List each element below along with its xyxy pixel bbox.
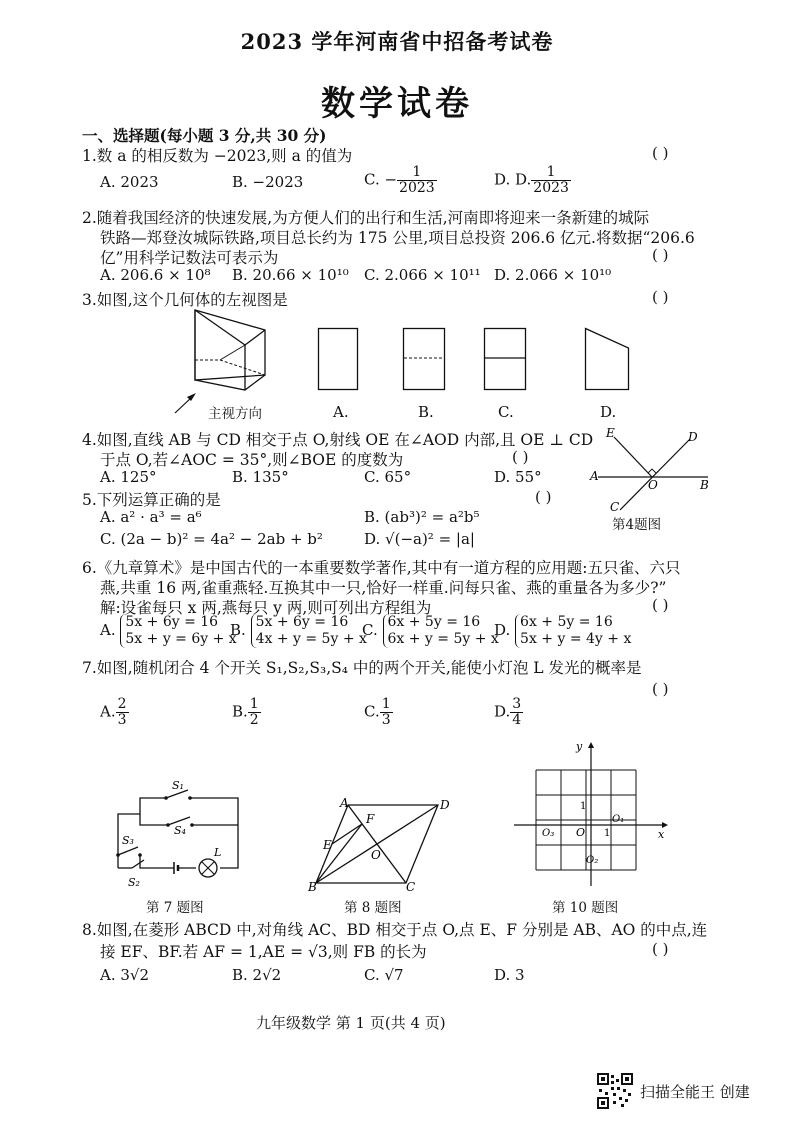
label-s1: S₁ <box>172 779 184 792</box>
option-label: C. <box>364 702 380 721</box>
view-label-c: C. <box>498 403 514 421</box>
option-label: A. <box>100 702 116 721</box>
page-footer: 九年级数学 第 1 页(共 4 页) <box>256 1014 446 1032</box>
option-d: D. 2.066 × 10¹⁰ <box>494 266 612 284</box>
option-a: A. 2023 <box>100 173 159 191</box>
option-d <box>494 614 631 648</box>
label-f: F <box>366 812 375 826</box>
view-option-c <box>484 328 526 390</box>
label-d: D <box>688 430 698 444</box>
numerator: 1 <box>381 696 391 712</box>
fraction <box>531 165 571 196</box>
view-label-d: D. <box>600 403 617 421</box>
view-label-a: A. <box>333 403 349 421</box>
question-8-line-2: 接 EF、BF.若 AF = 1,AE = √3,则 FB 的长为 <box>100 943 427 961</box>
option-label: D. <box>494 621 511 639</box>
label-l: L <box>214 846 222 859</box>
option-a <box>100 697 129 728</box>
watermark-text: 扫描全能王 创建 <box>640 1083 750 1101</box>
option-a: A. a² · a³ = a⁶ <box>100 508 202 526</box>
qr-code-icon <box>597 1073 633 1109</box>
denominator: 2 <box>249 712 259 728</box>
fraction <box>397 165 437 196</box>
denominator: 2023 <box>533 180 569 196</box>
question-6-line-1 <box>82 556 680 578</box>
label-a: A <box>340 796 349 810</box>
question-text: 下列运算正确的是 <box>96 491 221 509</box>
label-s4: S₄ <box>174 824 186 837</box>
label-c: C <box>610 500 620 514</box>
equation: 6x + 5y = 16 <box>520 614 613 630</box>
equation: 5x + y = 4y + x <box>520 631 632 647</box>
fraction <box>380 697 393 728</box>
option-b: B. 2√2 <box>232 966 282 984</box>
fraction <box>116 697 129 728</box>
figure-q8-rhombus <box>306 795 456 895</box>
label-s3: S₃ <box>122 834 134 847</box>
section-heading: 一、选择题(每小题 3 分,共 30 分) <box>82 126 327 145</box>
figure-q10-caption: 第 10 题图 <box>552 900 619 916</box>
numerator: 2 <box>117 696 127 712</box>
option-c <box>362 614 499 648</box>
figure-q8-caption: 第 8 题图 <box>344 900 402 916</box>
label-x: x <box>658 828 665 841</box>
answer-paren: ( ) <box>535 488 552 506</box>
figure-q4-caption: 第4题图 <box>612 517 662 533</box>
question-text: 数 a 的相反数为 −2023,则 a 的值为 <box>96 147 353 165</box>
question-text: 如图,在菱形 ABCD 中,对角线 AC、BD 相交于点 O,点 E、F 分别是 AB、AO 的中点,连 <box>96 921 708 939</box>
equation: 6x + y = 5y + x <box>387 631 499 647</box>
figure-q10-grid <box>512 740 672 890</box>
label-y: y <box>576 740 583 753</box>
equation: 6x + 5y = 16 <box>387 614 481 630</box>
option-label: C. <box>362 621 378 639</box>
figure-q4 <box>590 425 720 515</box>
view-option-a <box>318 328 358 390</box>
equation: 5x + y = 6y + x <box>125 631 237 647</box>
option-b <box>230 614 367 648</box>
question-4-line-1 <box>82 428 593 450</box>
question-number: 3. <box>82 291 97 309</box>
option-label: D. <box>494 702 511 721</box>
question-number: 6. <box>82 559 97 577</box>
question-6-line-3: 解:设雀每只 x 两,燕每只 y 两,则可列出方程组为 <box>100 599 432 617</box>
equation: 5x + 6y = 16 <box>255 614 349 630</box>
option-b: B. −2023 <box>232 173 304 191</box>
option-b <box>232 697 261 728</box>
label-o2: O₂ <box>586 855 599 866</box>
question-1 <box>82 144 352 166</box>
question-2-line-2: 铁路—郑登汝城际铁路,项目总长约为 175 公里,项目总投资 206.6 亿元.将数据“206.6 <box>100 229 695 247</box>
denominator: 3 <box>381 712 391 728</box>
figure-q7-caption: 第 7 题图 <box>146 900 204 916</box>
option-a: A. 125° <box>100 468 157 486</box>
question-text: 如图,直线 AB 与 CD 相交于点 O,射线 OE 在∠AOD 内部,且 OE ⊥ CD <box>96 431 594 449</box>
option-c <box>364 697 393 728</box>
option-c: C. √7 <box>364 966 404 984</box>
option-d: D. √(−a)² = |a| <box>364 530 475 548</box>
question-text: 《九章算术》是中国古代的一本重要数学著作,其中有一道方程的应用题:五只雀、六只 <box>96 559 681 577</box>
label-a: A <box>590 469 599 483</box>
option-label: B. <box>232 702 248 721</box>
question-number: 1. <box>82 147 97 165</box>
label-c: C <box>406 880 416 894</box>
label-b: B <box>308 880 317 894</box>
answer-paren: ( ) <box>652 288 669 306</box>
label-e: E <box>323 838 332 852</box>
view-option-b <box>403 328 445 390</box>
subject-title: 数学试卷 <box>321 84 473 124</box>
equation-system <box>251 614 367 648</box>
question-5 <box>82 488 221 510</box>
denominator: 3 <box>117 712 127 728</box>
denominator: 4 <box>512 712 522 728</box>
fraction <box>248 697 261 728</box>
question-text: 如图,这个几何体的左视图是 <box>96 291 288 309</box>
numerator: 3 <box>512 696 522 712</box>
label-d: D <box>440 798 450 812</box>
answer-paren: ( ) <box>652 680 669 698</box>
tick-1-y: 1 <box>580 801 587 812</box>
tick-1-x: 1 <box>604 828 611 839</box>
option-c <box>364 165 437 196</box>
equation: 4x + y = 5y + x <box>255 631 367 647</box>
answer-paren: ( ) <box>652 940 669 958</box>
label-b: B <box>700 478 709 492</box>
question-6-line-2: 燕,共重 16 两,雀重燕轻.互换其中一只,恰好一样重.问每只雀、燕的重量各为多少?” <box>100 579 667 597</box>
answer-paren: ( ) <box>652 596 669 614</box>
view-label-b: B. <box>418 403 434 421</box>
answer-paren: ( ) <box>652 144 669 162</box>
option-a <box>100 614 237 648</box>
question-number: 5. <box>82 491 97 509</box>
numerator: 1 <box>249 696 259 712</box>
label-o: O <box>371 848 381 862</box>
question-4-line-2: 于点 O,若∠AOC = 35°,则∠BOE 的度数为 <box>100 451 404 469</box>
question-8-line-1 <box>82 918 707 940</box>
denominator: 2023 <box>399 180 435 196</box>
equation-system <box>383 614 499 648</box>
label-o: O <box>648 478 658 492</box>
option-b: B. 20.66 × 10¹⁰ <box>232 266 349 284</box>
option-c: C. 65° <box>364 468 412 486</box>
question-number: 8. <box>82 921 97 939</box>
equation-system <box>120 614 236 648</box>
answer-paren: ( ) <box>512 448 529 466</box>
equation-system <box>515 614 631 648</box>
option-label: A. <box>100 621 116 639</box>
option-d: D. D. $\frac{1}{2023}$ <box>494 164 569 196</box>
question-number: 7. <box>82 659 97 677</box>
option-b: B. (ab³)² = a²b⁵ <box>364 508 480 526</box>
numerator: 1 <box>397 165 437 181</box>
question-7 <box>82 656 641 678</box>
figure-q7-circuit <box>108 780 248 890</box>
view-option-d <box>585 328 629 390</box>
question-2-line-3: 亿”用科学记数法可表示为 <box>100 249 279 267</box>
option-label: B. <box>230 621 246 639</box>
answer-paren: ( ) <box>652 246 669 264</box>
option-b: B. 135° <box>232 468 289 486</box>
question-number: 2. <box>82 209 97 227</box>
option-a: A. 3√2 <box>100 966 150 984</box>
option-d: D. 3 <box>494 966 525 984</box>
option-label: C. − <box>364 170 398 189</box>
option-d <box>494 697 523 728</box>
label-o3: O₃ <box>542 828 555 839</box>
exam-title: 2023 学年河南省中招备考试卷 <box>240 29 554 54</box>
label-o: O <box>576 826 586 839</box>
question-text: 随着我国经济的快速发展,为方便人们的出行和生活,河南即将迎来一条新建的城际 <box>96 209 650 227</box>
label-s2: S₂ <box>128 876 140 889</box>
question-number: 4. <box>82 431 97 449</box>
question-text: 如图,随机闭合 4 个开关 S₁,S₂,S₃,S₄ 中的两个开关,能使小灯泡 L 发光的概率是 <box>96 659 642 677</box>
option-c: C. (2a − b)² = 4a² − 2ab + b² <box>100 530 323 548</box>
option-d: D. 55° <box>494 468 542 486</box>
equation: 5x + 6y = 16 <box>125 614 219 630</box>
numerator: 1 <box>531 165 571 181</box>
option-label: D. <box>494 170 516 189</box>
option-c: C. 2.066 × 10¹¹ <box>364 266 481 284</box>
option-a: A. 206.6 × 10⁸ <box>100 266 211 284</box>
question-2-line-1 <box>82 206 649 228</box>
view-direction-label: 主视方向 <box>208 406 262 422</box>
fraction <box>510 697 523 728</box>
label-e: E <box>606 426 615 440</box>
label-o1: O₁ <box>612 814 625 825</box>
